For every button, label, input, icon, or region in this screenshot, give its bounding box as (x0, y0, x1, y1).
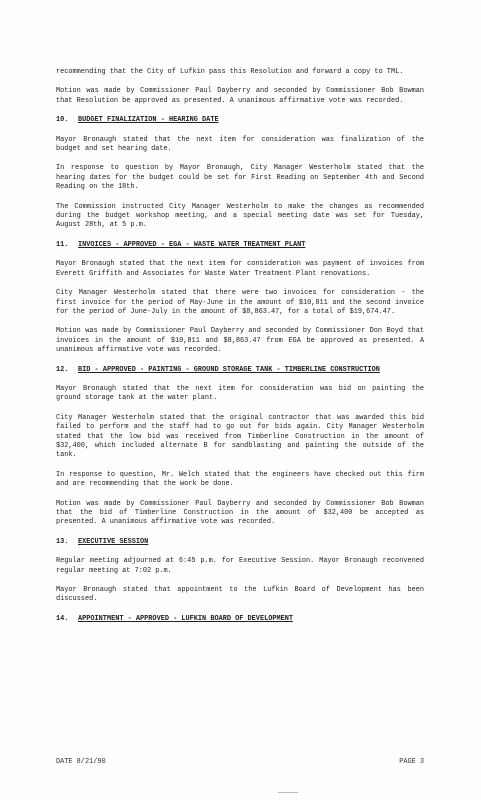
paragraph: Regular meeting adjourned at 6:45 p.m. for Executive Session. Mayor Bronaugh reconvened regular meeting at 7:02 p.m. (56, 557, 424, 575)
paragraph: Mayor Bronaugh stated that appointment to the Lufkin Board of Development has been discussed. (56, 586, 424, 604)
paragraph: Mayor Bronaugh stated that the next item for consideration was finalization of the budget and set hearing date. (56, 135, 424, 154)
section-number: 14. (56, 614, 69, 623)
paragraph: City Manager Westerholm stated that there were two invoices for consideration - the first invoice for the period of May-June in the amount of $10,811 and the second invoice for the period of June-July in the amount of $8,863.47, for a total of $19,674.47. (56, 289, 424, 316)
section-heading (56, 538, 424, 547)
section-heading (56, 116, 424, 125)
paragraph: City Manager Westerholm stated that the original contractor that was awarded this bid failed to perform and the staff had to go out for bids again. City Manager Westerholm stated that the low bid was received from Timberline Construction in the amount of $32,400, which included alternate B for sandblasting and painting the outside of the tank. (56, 413, 424, 460)
section-number: 11. (56, 240, 69, 249)
section-title: BID - APPROVED - PAINTING - GROUND STORAGE TANK - TIMBERLINE CONSTRUCTION (78, 365, 380, 374)
footer-page-number: PAGE 3 (399, 758, 424, 766)
paragraph: The Commission instructed City Manager Westerholm to make the changes as recommended during the budget workshop meeting, and a special meeting date was set for Tuesday, August 28th, at 5 p.m. (56, 202, 424, 230)
paragraph: Mayor Bronaugh stated that the next item for consideration was payment of invoices from Everett Griffith and Associates for Waste Water Treatment Plant renovations. (56, 260, 424, 278)
section-title: INVOICES - APPROVED - EGA - WASTE WATER TREATMENT PLANT (78, 240, 306, 249)
section-title: APPOINTMENT - APPROVED - LUFKIN BOARD OF DEVELOPMENT (78, 614, 294, 623)
paragraph: Motion was made by Commissioner Paul Dayberry and seconded by Commissioner Bob Bowman that the bid of Timberline Construction in the amount of $32,400 be accepted as presented. A unanimous affirmative vote was recorded. (56, 499, 424, 527)
section-number: 10. (56, 116, 69, 125)
paragraph: In response to question by Mayor Bronaugh, City Manager Westerholm stated that the hearing dates for the budget could be set for First Reading on September 4th and Second Reading on the 18th. (56, 164, 424, 192)
section-heading (56, 615, 424, 624)
paragraph: recommending that the City of Lufkin pass this Resolution and forward a copy to TML. (56, 68, 404, 76)
section-title: EXECUTIVE SESSION (78, 537, 149, 546)
paragraph: In response to question, Mr. Welch stated that the engineers have checked out this firm and are recommending that the work be done. (56, 470, 424, 489)
section-title: BUDGET FINALIZATION - HEARING DATE (78, 116, 219, 125)
section-heading (56, 366, 424, 375)
section-number: 13. (56, 537, 69, 546)
scan-mark (278, 792, 298, 793)
paragraph: Motion was made by Commissioner Paul Dayberry and seconded by Commissioner Bob Bowman that Resolution be approved as presented. A unanimous affirmative vote was recorded. (56, 87, 424, 105)
paragraph: Motion was made by Commissioner Paul Dayberry and seconded by Commissioner Don Boyd that invoices in the amount of $10,811 and $8,863.47 from EGA be approved as presented. A unanimous affirmative vote was recorded. (56, 327, 424, 355)
section-number: 12. (56, 365, 69, 374)
footer-date: DATE 8/21/90 (56, 758, 106, 766)
paragraph: Mayor Bronaugh stated that the next item for consideration was bid on painting the ground storage tank at the water plant. (56, 384, 424, 403)
document-body (56, 68, 424, 634)
section-heading (56, 241, 424, 250)
